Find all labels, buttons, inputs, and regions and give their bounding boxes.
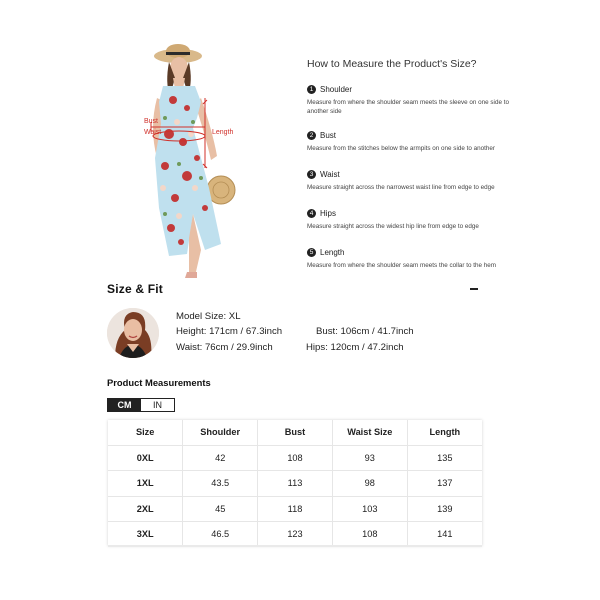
step-description: Measure straight across the widest hip line from edge to edge [307,223,479,230]
model-bust: Bust: 106cm / 41.7inch [316,326,414,337]
guide-step-hips [307,207,512,231]
step-description: Measure straight across the narrowest waist line from edge to edge [307,184,495,191]
table-cell: 108 [258,445,333,471]
table-cell: 1XL [108,471,183,497]
table-row [108,471,482,497]
unit-toggle [107,398,175,412]
column-header: Waist Size [332,420,407,445]
table-cell: 141 [437,529,453,540]
table-cell: 43.5 [183,471,258,497]
product-measurements-heading: Product Measurements [107,377,211,388]
step-description: Measure from the stitches below the armpits on one side to another [307,145,495,152]
measurements-table [108,420,482,546]
table-cell: 42 [183,445,258,471]
model-height: Height: 171cm / 67.3inch [176,326,283,337]
step-number-badge: 3 [307,170,316,179]
column-header: Shoulder [183,420,258,445]
table-scrollbar[interactable] [108,545,482,547]
guide-step-shoulder [307,83,512,116]
column-header: Length [407,420,482,445]
model-avatar [107,308,159,358]
guide-step-length [307,246,512,270]
column-header: Bust [258,420,333,445]
collapse-button[interactable] [468,281,482,295]
table-cell: 93 [332,445,407,471]
model-size: Model Size: XL [176,311,241,322]
table-cell: 0XL [108,445,183,471]
table-cell: 98 [332,471,407,497]
model-figure [135,38,260,278]
model-hips: Hips: 120cm / 47.2inch [306,342,404,353]
table-cell: 2XL [108,496,183,522]
table-cell: 108 [332,522,407,547]
step-number-badge: 5 [307,248,316,257]
model-portrait-icon [107,308,159,358]
step-number-badge: 2 [307,131,316,140]
measure-guide-title: How to Measure the Product's Size? [307,58,477,70]
step-name: Length [320,247,345,257]
table-cell: 118 [258,496,333,522]
column-header: Size [108,420,183,445]
table-cell: 123 [258,522,333,547]
figure-waist-label: Waist [144,129,162,136]
measurements-table-container [108,420,482,546]
table-cell: 103 [332,496,407,522]
minus-icon [470,288,478,290]
table-row [108,445,482,471]
guide-step-bust [307,129,512,153]
step-number-badge: 1 [307,85,316,94]
table-row [108,496,482,522]
table-row [108,522,482,547]
step-name: Hips [320,208,337,218]
step-number-badge: 4 [307,209,316,218]
table-cell: 135 [407,445,482,471]
table-cell: 139 [407,496,482,522]
table-cell: 137 [407,471,482,497]
table-cell: 3XL [108,522,183,547]
guide-step-waist [307,168,512,192]
size-fit-heading: Size & Fit [107,282,164,296]
step-description: Measure from where the shoulder seam meets the sleeve on one side to another side [307,99,509,115]
step-description: Measure from where the shoulder seam meets the collar to the hem [307,262,496,269]
unit-in-button[interactable]: IN [141,399,174,411]
figure-bust-label: Bust [144,118,159,125]
step-name: Bust [320,130,337,140]
step-name: Shoulder [320,84,353,94]
table-header-row [108,420,482,445]
figure-length-label: Length [212,129,234,136]
table-cell: 45 [183,496,258,522]
table-cell: 113 [258,471,333,497]
step-name: Waist [320,169,340,179]
unit-cm-button[interactable]: CM [108,399,141,411]
table-cell: 46.5 [183,522,258,547]
model-waist: Waist: 76cm / 29.9inch [176,342,273,353]
